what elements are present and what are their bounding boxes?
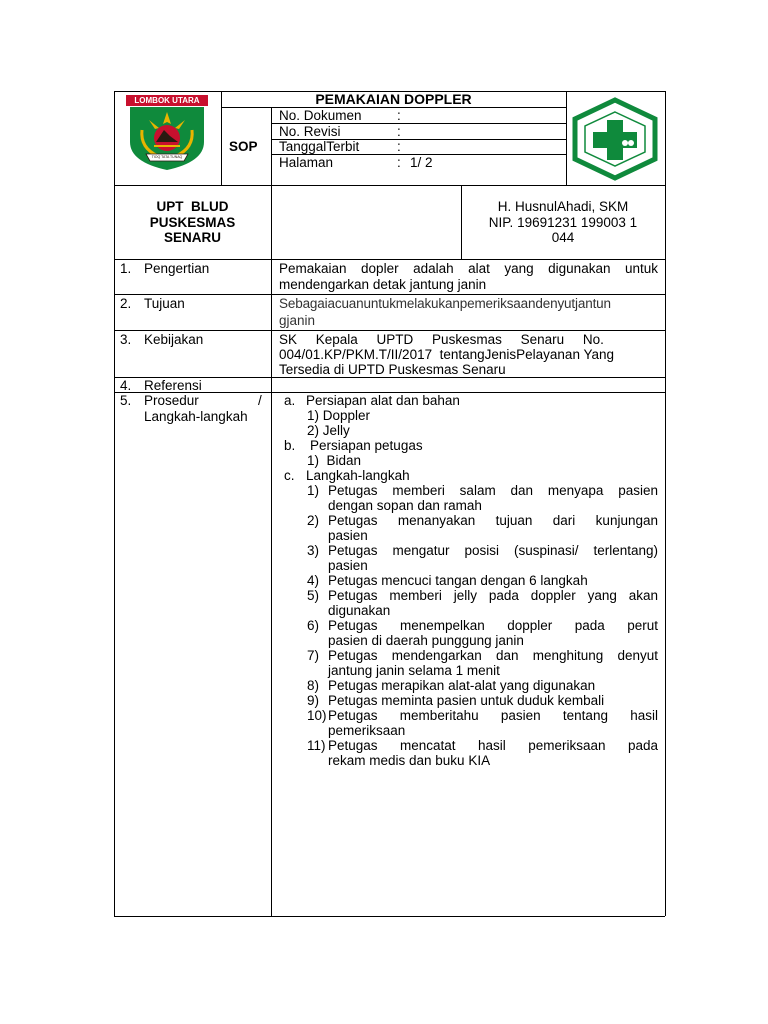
step-text: Petugas menempelkan doppler pada perut [328,618,658,633]
field-separator: : [397,108,401,123]
step-text-continued: digunakan [328,603,391,618]
step-text-continued: dengan sopan dan ramah [328,498,482,513]
section-number: 4. [120,378,132,393]
sop-label: SOP [229,139,258,154]
list-item: 2) Jelly [307,423,350,438]
step-text: Petugas memberitahu pasien tentang hasil [328,708,658,723]
kebijakan-text-continued: 004/01.KP/PKM.T/II/2017 tentangJenisPelayanan Yang [279,347,614,362]
list-item: 1) Doppler [307,408,371,423]
org-name-line-3: SENARU [163,230,221,245]
step-number: 8) [307,678,320,693]
procedure-heading-b: Persiapan petugas [310,438,423,453]
step-number: 5) [307,588,320,603]
list-marker: b. [284,438,296,453]
kebijakan-text-end: Tersedia di UPTD Puskesmas Senaru [279,362,506,377]
org-name-line-1: UPT BLUD [156,199,229,214]
section-label-kebijakan: Kebijakan [144,332,204,347]
section-number: 2. [120,296,132,311]
step-number: 10) [307,708,327,723]
step-text: Petugas mengatur posisi (suspinasi/ terlentang) [328,543,658,558]
signer-name: H. HusnulAhadi, SKM [497,199,629,214]
step-text-continued: pasien di daerah punggung janin [328,633,524,648]
field-separator: : [397,124,401,139]
procedure-heading-c: Langkah-langkah [306,468,410,483]
section-number: 5. [120,393,132,408]
section-label-prosedur: Prosedur [144,393,199,408]
step-text: Petugas meminta pasien untuk duduk kembali [328,693,605,708]
signer-nip-continued: 044 [551,230,575,245]
tujuan-text: Sebagaiacuanuntukmelakukanpemeriksaandenyutjantun [279,296,611,311]
section-number: 3. [120,332,132,347]
field-label: TanggalTerbit [279,139,360,154]
field-label: No. Dokumen [279,108,362,123]
section-label-tujuan: Tujuan [144,296,185,311]
field-label: No. Revisi [279,124,341,139]
step-number: 1) [307,483,320,498]
org-name-line-2: PUSKESMAS [149,215,236,230]
step-text: Petugas mencuci tangan dengan 6 langkah [328,573,588,588]
step-text: Petugas memberi jelly pada doppler yang akan [328,588,658,603]
puskesmas-logo [569,96,661,182]
step-text: Petugas mendengarkan dan menghitung denyut [328,648,658,663]
field-separator: : [397,155,401,170]
step-number: 7) [307,648,320,663]
step-number: 11) [307,738,326,753]
logo-motto-text: TIOQ TATA TUNAQ [151,155,183,159]
step-text: Petugas mencatat hasil pemeriksaan pada [328,738,658,753]
section-label-slash: / [258,393,262,408]
document-title: PEMAKAIAN DOPPLER [315,91,472,107]
logo-banner-text: LOMBOK UTARA [134,96,200,105]
step-text-continued: pasien [328,558,368,573]
list-item: 1) Bidan [307,453,362,468]
tujuan-text-continued: gjanin [279,313,316,328]
kebijakan-text: SK Kepala UPTD Puskesmas Senaru No. [279,332,604,347]
step-text: Petugas memberi salam dan menyapa pasien [328,483,658,498]
step-number: 4) [307,573,320,588]
step-text-continued: pasien [328,528,368,543]
section-label-prosedur-2: Langkah-langkah [144,409,248,424]
list-marker: c. [284,468,295,483]
signer-nip: NIP. 19691231 199003 1 [488,215,638,230]
field-label: Halaman [279,155,334,170]
field-separator: : [397,139,401,154]
lombok-utara-logo [124,94,210,172]
step-text: Petugas merapikan alat-alat yang digunakan [328,678,596,693]
section-number: 1. [120,261,132,276]
step-text: Petugas menanyakan tujuan dari kunjungan [328,513,658,528]
pengertian-text-continued: mendengarkan detak jantung janin [279,277,487,292]
list-marker: a. [284,393,296,408]
puskesmas-cross-icon [569,96,661,182]
step-number: 9) [307,693,320,708]
section-label-pengertian: Pengertian [144,261,210,276]
step-number: 6) [307,618,320,633]
step-number: 3) [307,543,320,558]
section-label-referensi: Referensi [144,378,202,393]
step-text-continued: pemeriksaan [328,723,406,738]
pengertian-text: Pemakaian dopler adalah alat yang digunakan untuk [279,261,658,276]
step-text-continued: jantung janin selama 1 menit [328,663,500,678]
step-number: 2) [307,513,320,528]
procedure-heading-a: Persiapan alat dan bahan [306,393,460,408]
step-text-continued: rekam medis dan buku KIA [328,753,491,768]
field-value: 1/ 2 [410,155,433,170]
